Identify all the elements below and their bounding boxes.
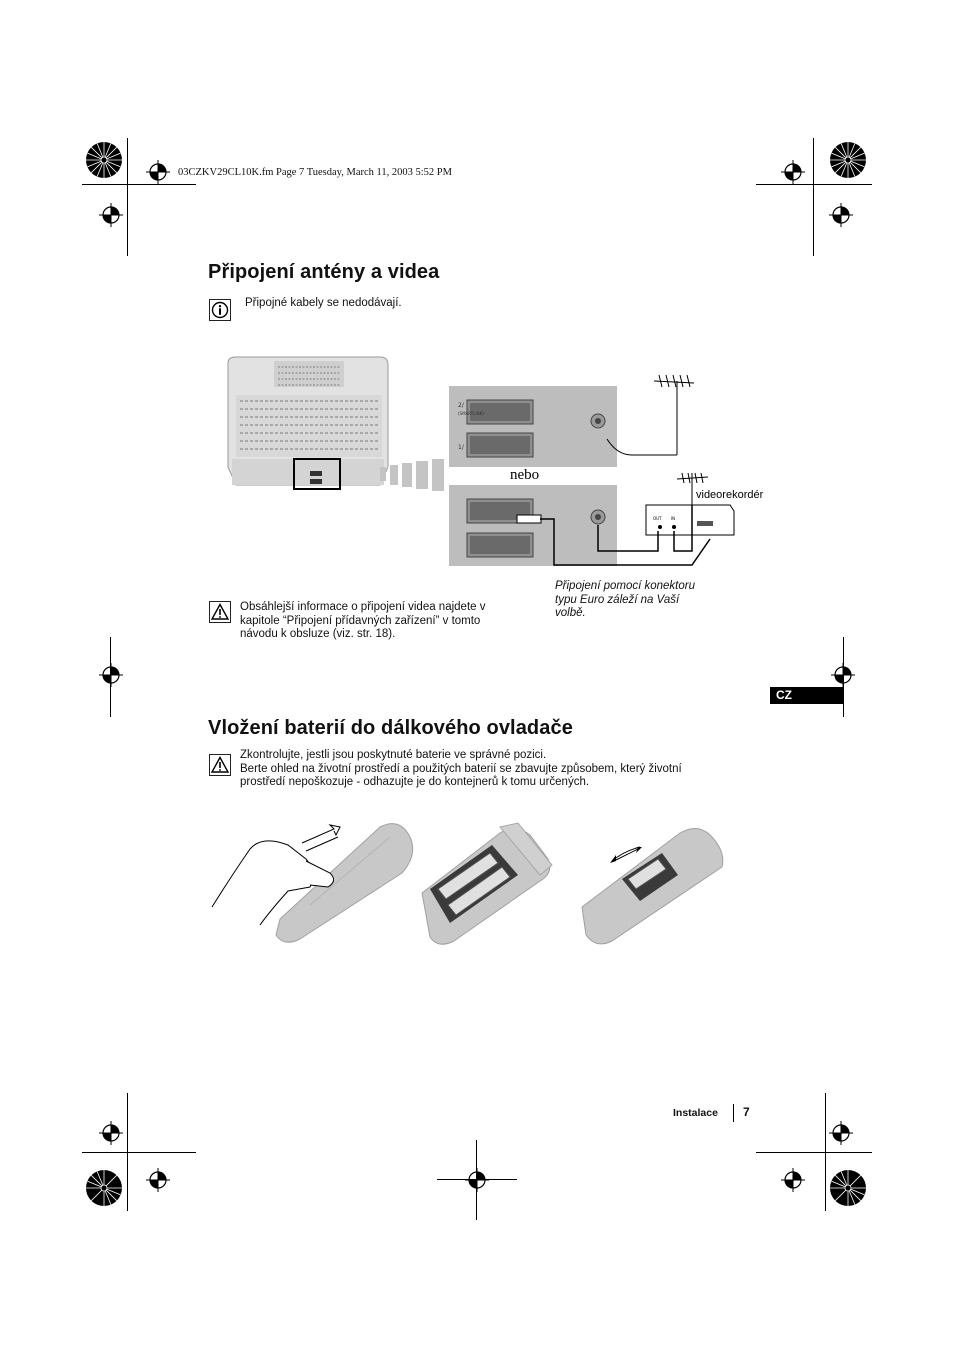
registration-mark-icon: [146, 1168, 170, 1192]
smartlink-label: (SMARTLINK): [458, 411, 484, 416]
registration-mark-icon: [84, 1168, 124, 1208]
remote-step-batteries: [422, 823, 552, 944]
vcr-illustration: [646, 505, 734, 535]
warning-line: kapitole “Připojení přídavných zařízení” v tomto: [240, 614, 481, 627]
file-header-line: 03CZKV29CL10K.fm Page 7 Tuesday, March 11, 2003 5:52 PM: [178, 167, 452, 178]
footer-section-label: Instalace: [673, 1107, 718, 1119]
or-label: nebo: [510, 467, 540, 483]
section-title-antenna-video: Připojení antény a videa: [208, 261, 440, 283]
warning-line: Zkontrolujte, jestli jsou poskytnuté baterie ve správné pozici.: [240, 749, 547, 761]
section-title-batteries: Vložení baterií do dálkového ovladače: [208, 717, 573, 739]
vcr-out-label: OUT: [653, 516, 662, 521]
registration-mark-icon: [829, 203, 853, 227]
tv-back-illustration: [228, 357, 388, 489]
antenna-icon: [607, 375, 694, 455]
registration-mark-icon: [99, 203, 123, 227]
video-connection-warning: [240, 601, 485, 642]
battery-insertion-illustration: [210, 815, 750, 955]
warning-icon: [209, 601, 231, 623]
registration-mark-icon: [829, 1121, 853, 1145]
registration-mark-icon: [781, 160, 805, 184]
registration-mark-icon: [99, 663, 123, 687]
remote-step-close-cover: [582, 828, 723, 943]
registration-mark-icon: [84, 140, 124, 180]
registration-mark-icon: [146, 160, 170, 184]
remote-step-open-cover: [212, 824, 413, 943]
antenna-video-diagram: [222, 355, 792, 580]
footer-separator: [733, 1104, 734, 1122]
scart-1-label: 1/: [458, 444, 464, 451]
scart-2-label: 2/: [458, 402, 464, 409]
info-note: Připojné kabely se nedodávají.: [245, 297, 402, 309]
page-number: 7: [743, 1105, 750, 1119]
caption-line: volbě.: [555, 607, 586, 619]
vcr-label: videorekordér: [696, 489, 764, 501]
registration-mark-icon: [99, 1121, 123, 1145]
warning-line: návodu k obsluze (viz. str. 18).: [240, 628, 396, 640]
scart-caption: [555, 580, 695, 621]
info-icon: [209, 299, 231, 321]
battery-warning: [240, 749, 682, 790]
warning-icon: [209, 754, 231, 776]
registration-mark-icon: [828, 140, 868, 180]
registration-mark-icon: [465, 1168, 489, 1192]
registration-mark-icon: [781, 1168, 805, 1192]
warning-line: Obsáhlejší informace o připojení videa najdete v: [240, 601, 486, 613]
warning-line: Berte ohled na životní prostředí a použitých baterií se zbavujte způsobem, který životní: [240, 762, 682, 775]
vcr-in-label: IN: [671, 516, 676, 521]
caption-line: Připojení pomocí konektoru: [555, 580, 695, 592]
registration-mark-icon: [828, 1168, 868, 1208]
warning-line: prostředí nepoškozuje - odhazujte je do kontejnerů k tomu určených.: [240, 776, 590, 788]
registration-mark-icon: [831, 663, 855, 687]
caption-line: typu Euro záleží na Vaší: [555, 593, 680, 606]
language-tab: CZ: [770, 687, 844, 704]
